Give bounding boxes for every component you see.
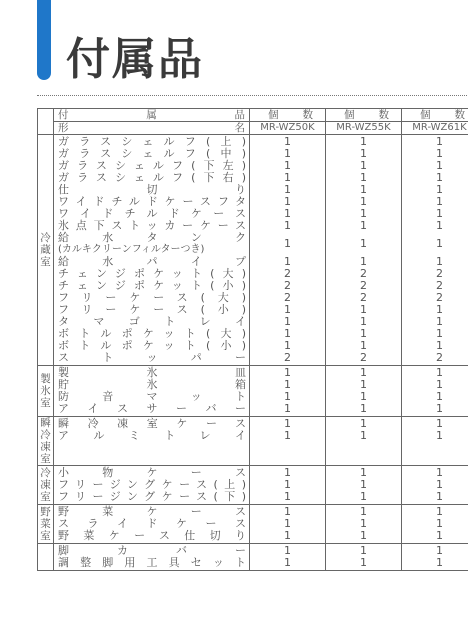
quantity-value: 1 [436,490,443,503]
quantity-value: 1 [360,183,367,196]
quantity-value: 1 [436,366,443,379]
quantity-value: 1 [436,255,443,268]
section-label [38,466,54,505]
quantity-value: 1 [436,390,443,403]
quantity-cell [326,505,402,544]
quantity-cell [402,505,468,544]
quantity-value: 1 [360,159,367,172]
quantity-value: 1 [436,159,443,172]
section-label-char: 蔵 [40,244,51,256]
item-name-text: ガラスシェルフ(下右) [58,171,246,184]
section-row [38,466,468,505]
quantity-value: 1 [360,195,367,208]
header-corner [38,109,54,135]
quantity-cell [402,135,468,366]
quantity-value: 1 [436,135,443,148]
quantity-value: 1 [436,517,443,530]
quantity-cell [250,505,326,544]
quantity-value: 1 [436,478,443,491]
quantity-value: 2 [284,291,291,304]
quantity-value: 1 [436,544,443,557]
section-label-char: 室 [40,453,51,465]
quantity-value: 1 [284,544,291,557]
item-name-text: チェンジポケット(小) [58,279,246,292]
item-name-text: フリーケース(大) [58,291,246,304]
quantity-value: 1 [360,171,367,184]
item-sub-text: (カルキクリーンフィルターつき) [58,244,205,255]
section-row [38,135,468,366]
quantity-value: 1 [360,466,367,479]
quantity-value: 1 [360,505,367,518]
quantity-value: 1 [284,339,291,352]
header-model-label: 形 名 [54,122,250,135]
section-label-char: 製 [40,373,51,385]
quantity-value: 1 [436,207,443,220]
item-name-text: 瞬冷凍室ケース [58,417,246,430]
item-name-text: 製 氷 皿 [58,366,246,379]
quantity-value: 1 [360,315,367,328]
quantity-value: 1 [360,529,367,542]
quantity-value: 1 [284,366,291,379]
item-name-text: 脚 カ バ ー [58,544,246,557]
section-label-char: 野 [40,506,51,518]
quantity-value: 1 [284,207,291,220]
quantity-value: 1 [436,147,443,160]
accessories-table [37,108,468,571]
quantity-value: 1 [360,429,367,442]
quantity-value: 1 [284,315,291,328]
section-label-char: 氷 [40,385,51,397]
quantity-value: 1 [284,303,291,316]
item-name-text: フリージングケース(上) [58,478,246,491]
quantity-value: 1 [360,490,367,503]
item-name [58,430,246,442]
header-row-items [38,109,468,122]
quantity-cell [250,417,326,466]
quantity-value: 1 [284,327,291,340]
quantity-value: 1 [360,390,367,403]
section-label [38,544,54,571]
quantity-value: 1 [360,417,367,430]
item-name-cell [54,366,250,417]
quantity-value: 1 [284,529,291,542]
quantity-value: 1 [284,417,291,430]
quantity-cell [250,466,326,505]
quantity-value: 1 [360,402,367,415]
quantity-value: 1 [284,478,291,491]
item-name [58,352,246,364]
item-name [58,232,246,256]
item-name-cell [54,505,250,544]
section-label [38,505,54,544]
section-label-char: 凍 [40,441,51,453]
header-row-models [38,122,468,135]
item-name-cell [54,466,250,505]
quantity-value: 1 [284,195,291,208]
item-name [58,530,246,542]
item-name-cell [54,135,250,366]
section-label-char: 室 [40,397,51,409]
quantity-value: 1 [436,429,443,442]
item-name-text: ワイドチルドケースフタ [58,195,246,208]
quantity-cell [326,544,402,571]
quantity-value: 1 [436,195,443,208]
item-name [58,491,246,503]
item-name-text: ガラスシェルフ(中) [58,147,246,160]
section-row [38,505,468,544]
item-name-cell [54,417,250,466]
quantity-value: 1 [436,417,443,430]
item-name-text: ガラスシェルフ(上) [58,135,246,148]
page-title: 付属品 [66,34,204,85]
section-label-char: 室 [40,530,51,542]
quantity-value: 2 [436,291,443,304]
section-label [38,366,54,417]
quantity-value: 1 [284,505,291,518]
quantity-cell [402,544,468,571]
item-name-text: 氷点下ストッカーケース [58,219,246,232]
item-name-text: 給 水 タ ン ク [58,231,246,244]
quantity-value: 1 [436,183,443,196]
item-name-cell [54,544,250,571]
item-name [58,403,246,415]
section-label [38,417,54,466]
quantity-cell [250,366,326,417]
item-name-text: ボトルポケット(大) [58,327,246,340]
model-name: MR-WZ61K [402,122,468,135]
quantity-value: 1 [436,327,443,340]
dotted-divider [37,95,467,96]
quantity-value: 2 [284,267,291,280]
item-name-text: 小 物 ケ ー ス [58,466,246,479]
quantity-value: 1 [436,466,443,479]
quantity-value: 2 [436,279,443,292]
item-name-text: 貯 氷 箱 [58,378,246,391]
quantity-value: 1 [360,327,367,340]
quantity-value: 1 [436,219,443,232]
quantity-cell [326,366,402,417]
quantity-cell [326,135,402,366]
item-name-text: ワイドチルドケース [58,207,246,220]
item-name-text: チェンジポケット(大) [58,267,246,280]
quantity-value: 1 [436,556,443,569]
item-name-text: 防 音 マ ッ ト [58,390,246,403]
item-name-text: フリーケース(小) [58,303,246,316]
section-label-char: 凍 [40,479,51,491]
section-label-char: 冷 [40,467,51,479]
quantity-value: 2 [360,279,367,292]
header-item-label: 付 属 品 [54,109,250,122]
section-row [38,417,468,466]
quantity-value: 1 [284,237,291,250]
quantity-cell [250,544,326,571]
quantity-value: 1 [360,366,367,379]
quantity-value: 1 [360,378,367,391]
quantity-value: 1 [360,544,367,557]
quantity-cell [250,135,326,366]
section-row [38,544,468,571]
quantity-value: 1 [284,378,291,391]
section-label-char: 冷 [40,232,51,244]
quantity-value: 1 [360,517,367,530]
quantity-value: 1 [284,147,291,160]
quantity-cell [402,466,468,505]
quantity-value: 1 [284,171,291,184]
quantity-value: 1 [360,303,367,316]
quantity-cell [326,417,402,466]
quantity-value: 1 [360,255,367,268]
item-name-text: ア イ ス サ ー バ ー [58,402,246,415]
model-name: MR-WZ50K [250,122,326,135]
quantity-value: 2 [360,291,367,304]
section-label-char: 室 [40,256,51,268]
model-name: MR-WZ55K [326,122,402,135]
quantity-value: 1 [284,390,291,403]
quantity-value: 1 [360,207,367,220]
quantity-value: 1 [284,183,291,196]
quantity-value: 1 [284,429,291,442]
item-name-text: ア ル ミ ト レ イ [58,429,246,442]
quantity-value: 1 [360,478,367,491]
item-name-text: ガラスシェルフ(下左) [58,159,246,172]
quantity-value: 1 [284,556,291,569]
quantity-cell [326,466,402,505]
quantity-value: 2 [436,267,443,280]
quantity-value: 1 [436,339,443,352]
section-label-char: 室 [40,491,51,503]
item-name-text: フリージングケース(下) [58,490,246,503]
quantity-value: 2 [360,267,367,280]
quantity-cell [402,366,468,417]
quantity-value: 2 [436,351,443,364]
quantity-value: 1 [284,466,291,479]
quantity-value: 1 [436,378,443,391]
item-name-text: 野菜ケース仕切り [58,529,246,542]
item-name-text: ス ラ イ ド ケ ー ス [58,517,246,530]
quantity-value: 1 [284,402,291,415]
item-name-text: 調整脚用工具セット [58,556,246,569]
quantity-value: 1 [436,315,443,328]
header-qty-label: 個 数 [402,109,468,122]
quantity-value: 1 [284,255,291,268]
quantity-cell [402,417,468,466]
header-qty-label: 個 数 [250,109,326,122]
quantity-value: 1 [284,135,291,148]
quantity-value: 1 [436,303,443,316]
item-name-text: 野 菜 ケ ー ス [58,505,246,518]
quantity-value: 1 [360,135,367,148]
item-name [58,557,246,569]
quantity-value: 1 [284,517,291,530]
quantity-value: 1 [436,529,443,542]
item-name-text: ボトルポケット(小) [58,339,246,352]
section-row [38,366,468,417]
section-label-char: 瞬 [40,417,51,429]
quantity-value: 1 [360,147,367,160]
section-label-char: 冷 [40,429,51,441]
quantity-value: 1 [436,237,443,250]
section-label-char: 菜 [40,518,51,530]
header-qty-label: 個 数 [326,109,402,122]
quantity-value: 1 [436,171,443,184]
quantity-value: 1 [360,556,367,569]
item-name-text: 仕 切 り [58,183,246,196]
quantity-value: 1 [436,505,443,518]
item-name-text: タ マ ゴ ト レ イ [58,315,246,328]
quantity-value: 1 [360,339,367,352]
quantity-value: 1 [360,219,367,232]
item-name-text: 給 水 パ イ プ [58,255,246,268]
quantity-value: 2 [284,351,291,364]
section-label [38,135,54,366]
quantity-value: 2 [284,279,291,292]
quantity-value: 1 [284,490,291,503]
title-accent-bar [37,0,51,80]
quantity-value: 1 [284,159,291,172]
quantity-value: 1 [284,219,291,232]
quantity-value: 2 [360,351,367,364]
quantity-value: 1 [436,402,443,415]
item-name-text: ス ト ッ パ ー [58,351,246,364]
quantity-value: 1 [360,237,367,250]
